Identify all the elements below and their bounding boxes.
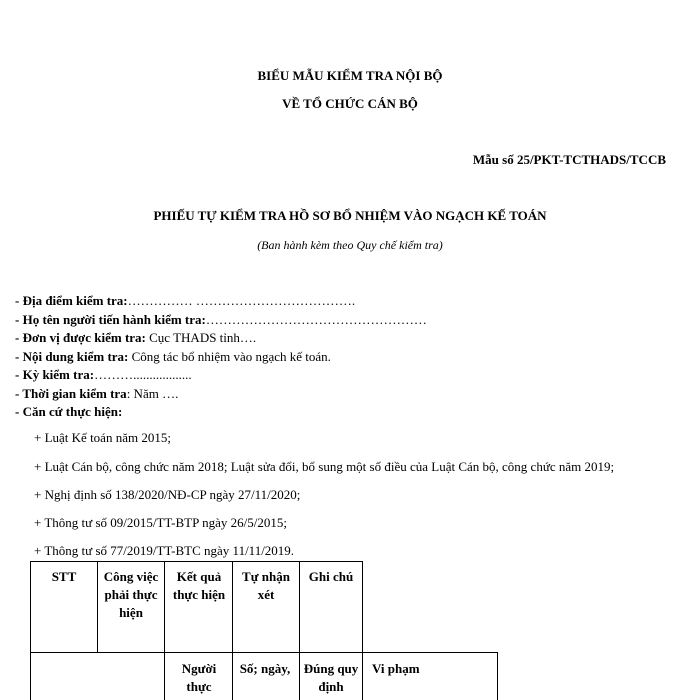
basis-item: + Thông tư số 09/2015/TT-BTP ngày 26/5/2015; <box>34 515 287 530</box>
info-value: …………… ………………………………. <box>127 293 356 308</box>
header-line-2: VỀ TỔ CHỨC CÁN BỘ <box>282 96 418 111</box>
header-task: Công việc phải thực hiện <box>103 569 159 620</box>
info-label: - Địa điểm kiểm tra: <box>15 293 128 308</box>
info-value: …………………………………………… <box>205 312 427 327</box>
info-label: - Kỳ kiểm tra: <box>15 367 95 382</box>
basis-item: + Nghị định số 138/2020/NĐ-CP ngày 27/11/2020; <box>34 487 301 502</box>
table-border-mid <box>30 652 164 653</box>
table-col-divider <box>97 561 98 652</box>
subheader-performer: Người thực <box>181 661 217 694</box>
table-col-divider <box>362 561 363 700</box>
info-time <box>15 386 178 402</box>
table-col-divider <box>164 561 165 700</box>
info-location <box>15 293 355 309</box>
info-value: Công tác bổ nhiệm vào ngạch kế toán. <box>128 349 331 364</box>
subheader-date: Số; ngày, <box>239 661 291 676</box>
info-label: - Họ tên người tiến hành kiểm tra: <box>15 312 206 327</box>
form-number: Mẫu số 25/PKT-TCTHADS/TCCB <box>472 152 666 167</box>
info-value: ……….................. <box>94 367 192 382</box>
table-border-top <box>30 561 362 562</box>
info-label: - Căn cứ thực hiện: <box>15 404 123 419</box>
form-title: PHIẾU TỰ KIỂM TRA HỒ SƠ BỔ NHIỆM VÀO NGẠCH KẾ TOÁN <box>153 208 547 223</box>
header-note: Ghi chú <box>308 569 354 584</box>
info-value: : Năm …. <box>126 386 179 401</box>
table-border-mid-right <box>164 652 498 653</box>
table-col-divider <box>232 561 233 700</box>
info-value: Cục THADS tỉnh…. <box>145 330 257 345</box>
info-unit <box>15 330 256 346</box>
info-period <box>15 367 192 383</box>
info-basis <box>15 404 122 420</box>
info-inspector <box>15 312 427 328</box>
basis-item: + Luật Cán bộ, công chức năm 2018; Luật sửa đổi, bổ sung một số điều của Luật Cán bộ, công chức năm 2019; <box>34 459 615 474</box>
form-subtitle: (Ban hành kèm theo Quy chế kiểm tra) <box>257 238 443 252</box>
info-label: - Thời gian kiểm tra <box>15 386 127 401</box>
header-self-review: Tự nhận xét <box>242 569 290 602</box>
header-stt: STT <box>51 569 77 584</box>
subheader-correct: Đúng quy định <box>303 661 359 694</box>
header-line-1: BIỂU MẪU KIỂM TRA NỘI BỘ <box>257 68 443 83</box>
info-label: - Nội dung kiểm tra: <box>15 349 129 364</box>
info-content <box>15 349 331 365</box>
subheader-violation: Vi phạm <box>372 661 420 676</box>
table-col-divider <box>497 652 498 700</box>
info-label: - Đơn vị được kiểm tra: <box>15 330 146 345</box>
basis-item: + Luật Kế toán năm 2015; <box>34 430 171 445</box>
basis-item: + Thông tư số 77/2019/TT-BTC ngày 11/11/2019. <box>34 543 295 558</box>
header-result: Kết quả thực hiện <box>172 569 226 602</box>
